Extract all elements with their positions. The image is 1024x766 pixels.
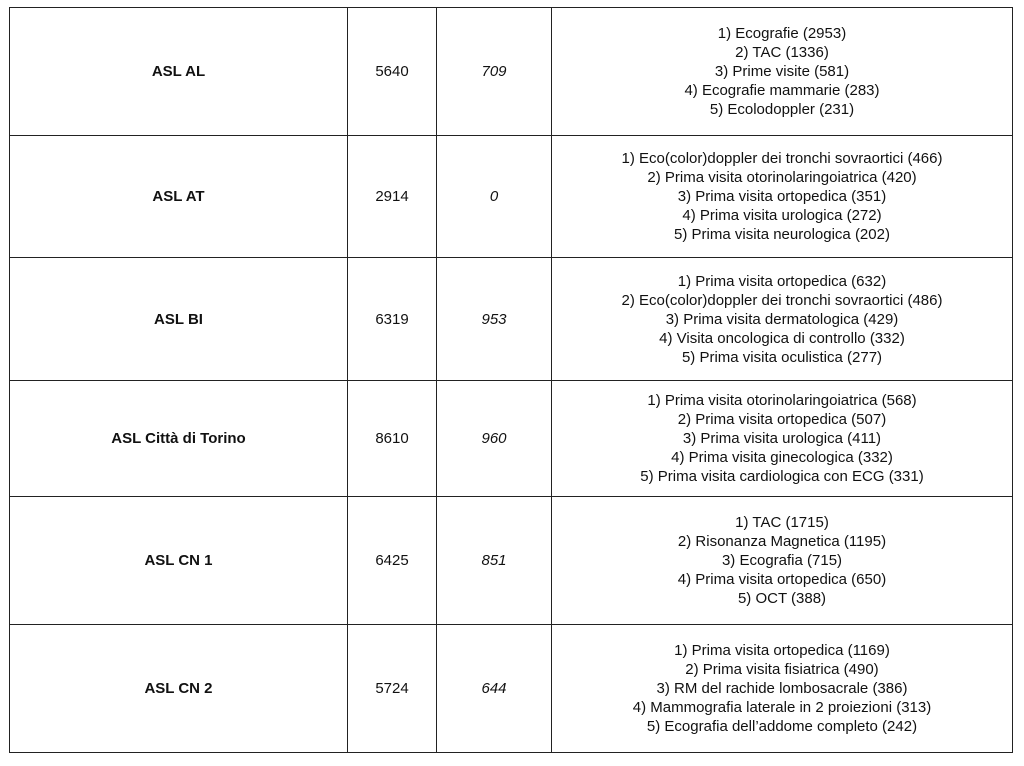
value-cell: 6319 [348,258,437,381]
list-item: 3) Prima visita urologica (411) [682,430,882,447]
services-list-cell [552,381,1013,497]
list-item: 2) Prima visita otorinolaringoiatrica (420) [647,169,917,186]
asl-name-cell: ASL Città di Torino [10,381,348,497]
list-item: 4) Prima visita urologica (272) [682,207,882,224]
list-item: 5) Prima visita neurologica (202) [674,226,890,243]
list-item: 1) Prima visita otorinolaringoiatrica (568) [647,392,917,409]
table-row [10,497,1013,625]
list-item: 1) Ecografie (2953) [717,25,847,42]
value-cell: 6425 [348,497,437,625]
services-list-cell [552,8,1013,136]
list-item: 5) Prima visita oculistica (277) [681,348,883,366]
list-item: 3) RM del rachide lombosacrale (386) [656,680,908,697]
list-item: 2) Prima visita ortopedica (507) [677,411,887,428]
list-item: 4) Visita oncologica di controllo (332) [659,329,905,347]
table-row [10,8,1013,136]
table-row [10,381,1013,497]
asl-name-cell: ASL AL [10,8,348,136]
list-item: 2) TAC (1336) [735,44,829,61]
services-list-cell [552,136,1013,258]
list-item: 3) Ecografia (715) [721,552,843,569]
italic-value-cell: 709 [437,8,552,136]
list-item: 2) Eco(color)doppler dei tronchi sovraortici (486) [621,291,943,309]
list-item: 5) Ecolodoppler (231) [709,101,855,118]
italic-value-cell: 644 [437,625,552,753]
list-item: 4) Prima visita ortopedica (650) [677,571,887,588]
value-cell: 2914 [348,136,437,258]
value-cell: 5724 [348,625,437,753]
list-item: 3) Prima visita dermatologica (429) [665,310,899,328]
asl-name-cell: ASL CN 1 [10,497,348,625]
italic-value-cell: 960 [437,381,552,497]
services-list-cell [552,625,1013,753]
list-item: 1) Prima visita ortopedica (1169) [674,642,890,659]
value-cell: 8610 [348,381,437,497]
asl-name-cell: ASL AT [10,136,348,258]
list-item: 1) Prima visita ortopedica (632) [677,272,887,290]
asl-data-table [9,7,1013,753]
list-item: 5) Prima visita cardiologica con ECG (331) [640,468,924,485]
list-item: 3) Prima visita ortopedica (351) [677,188,887,205]
value-cell: 5640 [348,8,437,136]
list-item: 4) Mammografia laterale in 2 proiezioni (313) [632,699,932,716]
services-list-cell [552,497,1013,625]
italic-value-cell: 0 [437,136,552,258]
asl-name-cell: ASL BI [10,258,348,381]
list-item: 5) Ecografia dell’addome completo (242) [646,718,918,735]
services-list-cell [552,258,1013,381]
italic-value-cell: 851 [437,497,552,625]
list-item: 5) OCT (388) [737,590,827,607]
table-row [10,136,1013,258]
list-item: 1) Eco(color)doppler dei tronchi sovraortici (466) [621,150,943,167]
table-row [10,258,1013,381]
italic-value-cell: 953 [437,258,552,381]
list-item: 3) Prime visite (581) [714,63,850,80]
asl-name-cell: ASL CN 2 [10,625,348,753]
table-row [10,625,1013,753]
list-item: 2) Risonanza Magnetica (1195) [677,533,887,550]
list-item: 4) Ecografie mammarie (283) [684,82,880,99]
list-item: 2) Prima visita fisiatrica (490) [685,661,879,678]
list-item: 1) TAC (1715) [735,514,829,531]
list-item: 4) Prima visita ginecologica (332) [671,449,893,466]
